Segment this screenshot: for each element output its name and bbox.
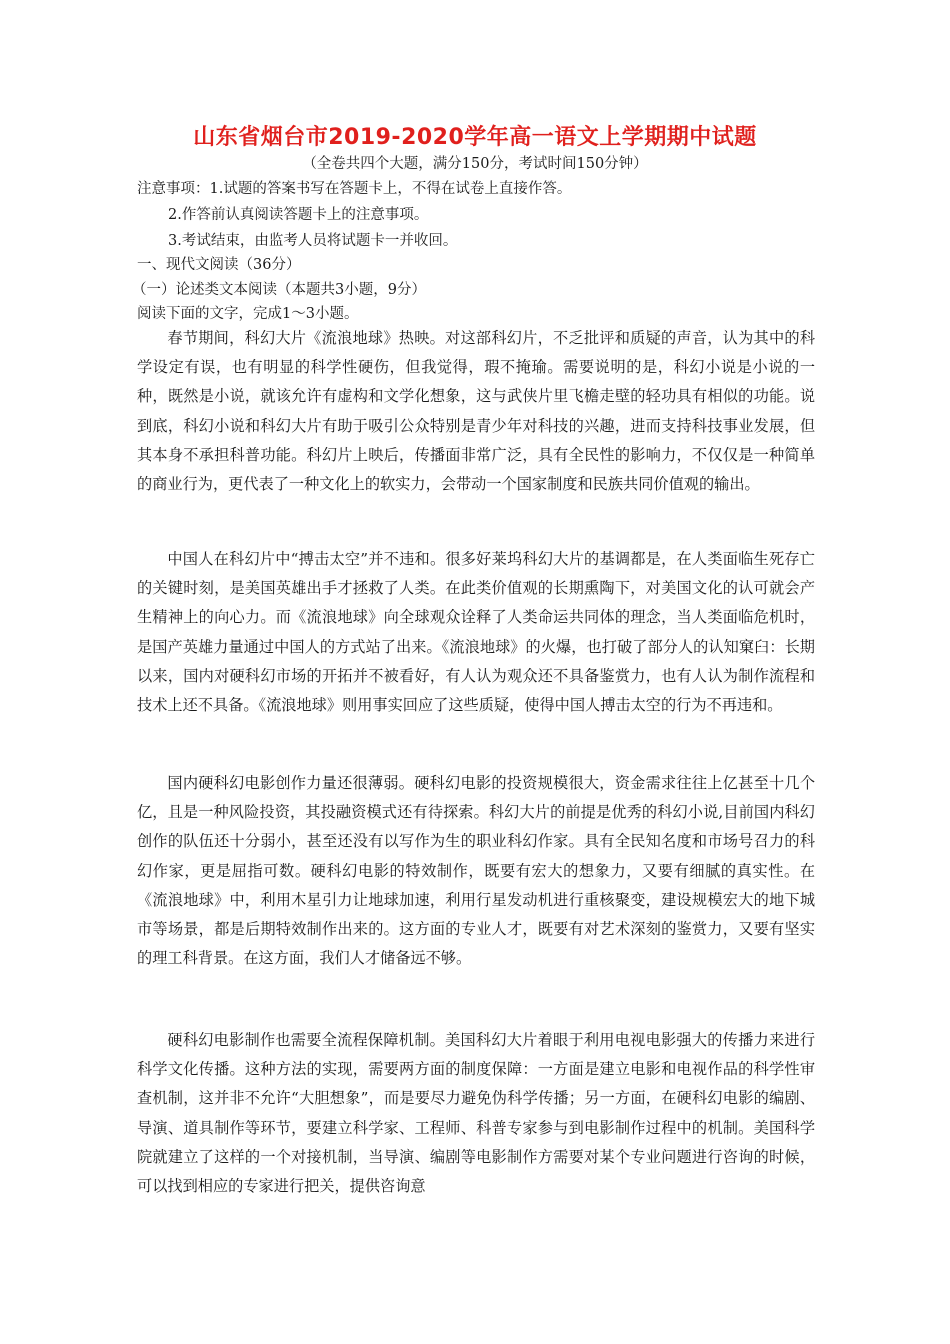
section-heading: 一、现代文阅读（36分） bbox=[137, 257, 301, 273]
note-3: 3.考试结束，由监考人员将试题卡一并收回。 bbox=[168, 233, 458, 249]
exam-info: （全卷共四个大题，满分150分，考试时间150分钟） bbox=[302, 156, 648, 172]
page-title: 山东省烟台市2019-2020学年高一语文上学期期中试题 bbox=[193, 125, 757, 150]
reading-instruction: 阅读下面的文字，完成1～3小题。 bbox=[137, 306, 359, 322]
paragraph-3: 国内硬科幻电影创作力量还很薄弱。硬科幻电影的投资规模很大，资金需求往往上亿甚至十几个亿，且是一种风险投资，其投融资模式还有待探索。科幻大片的前提是优秀的科幻小说,目前国内科幻创作的队伍还十分弱小，甚至还没有以写作为生的职业科幻作家。具有全民知名度和市场号召力的科幻作家，更是屈指可数。硬科幻电影的特效制作，既要有宏大的想象力，又要有细腻的真实性。在《流浪地球》中，利用木星引力让地球加速，利用行星发动机进行重核聚变，建设规模宏大的地下城市等场景，都是后期特效制作出来的。这方面的专业人才，既要有对艺术深刻的鉴赏力，又要有坚实的理工科背景。在这方面，我们人才储备远不够。 bbox=[137, 774, 815, 968]
note-1: 注意事项：1.试题的答案书写在答题卡上，不得在试卷上直接作答。 bbox=[137, 181, 572, 197]
note-2: 2.作答前认真阅读答题卡上的注意事项。 bbox=[168, 207, 429, 223]
paragraph-1: 春节期间，科幻大片《流浪地球》热映。对这部科幻片，不乏批评和质疑的声音，认为其中的科学设定有误，也有明显的科学性硬伤，但我觉得，瑕不掩瑜。需要说明的是，科幻小说是小说的一种，既然是小说，就该允许有虚构和文学化想象，这与武侠片里飞檐走壁的轻功具有相似的功能。说到底，科幻小说和科幻大片有助于吸引公众特别是青少年对科技的兴趣，进而支持科技事业发展，但其本身不承担科普功能。科幻片上映后，传播面非常广泛，具有全民性的影响力，不仅仅是一种简单的商业行为，更代表了一种文化上的软实力，会带动一个国家制度和民族共同价值观的输出。 bbox=[137, 329, 815, 494]
subsection-heading: （一）论述类文本阅读（本题共3小题，9分） bbox=[132, 282, 426, 298]
paragraph-4: 硬科幻电影制作也需要全流程保障机制。美国科幻大片着眼于利用电视电影强大的传播力来进行科学文化传播。这种方法的实现，需要两方面的制度保障：一方面是建立电影和电视作品的科学性审查机制，这并非不允许“大胆想象”，而是要尽力避免伪科学传播；另一方面，在硬科幻电影的编剧、导演、道具制作等环节，要建立科学家、工程师、科普专家参与到电影制作过程中的机制。美国科学院就建立了这样的一个对接机制，当导演、编剧等电影制作方需要对某个专业问题进行咨询的时候，可以找到相应的专家进行把关，提供咨询意 bbox=[137, 1031, 815, 1196]
paragraph-2: 中国人在科幻片中“搏击太空”并不违和。很多好莱坞科幻大片的基调都是，在人类面临生死存亡的关键时刻，是美国英雄出手才拯救了人类。在此类价值观的长期熏陶下，对美国文化的认可就会产生精神上的向心力。而《流浪地球》向全球观众诠释了人类命运共同体的理念，当人类面临危机时，是国产英雄力量通过中国人的方式站了出来。《流浪地球》的火爆，也打破了部分人的认知窠臼：长期以来，国内对硬科幻市场的开拓并不被看好，有人认为观众还不具备鉴赏力，也有人认为制作流程和技术上还不具备。《流浪地球》则用事实回应了这些质疑，使得中国人搏击太空的行为不再违和。 bbox=[137, 550, 815, 715]
